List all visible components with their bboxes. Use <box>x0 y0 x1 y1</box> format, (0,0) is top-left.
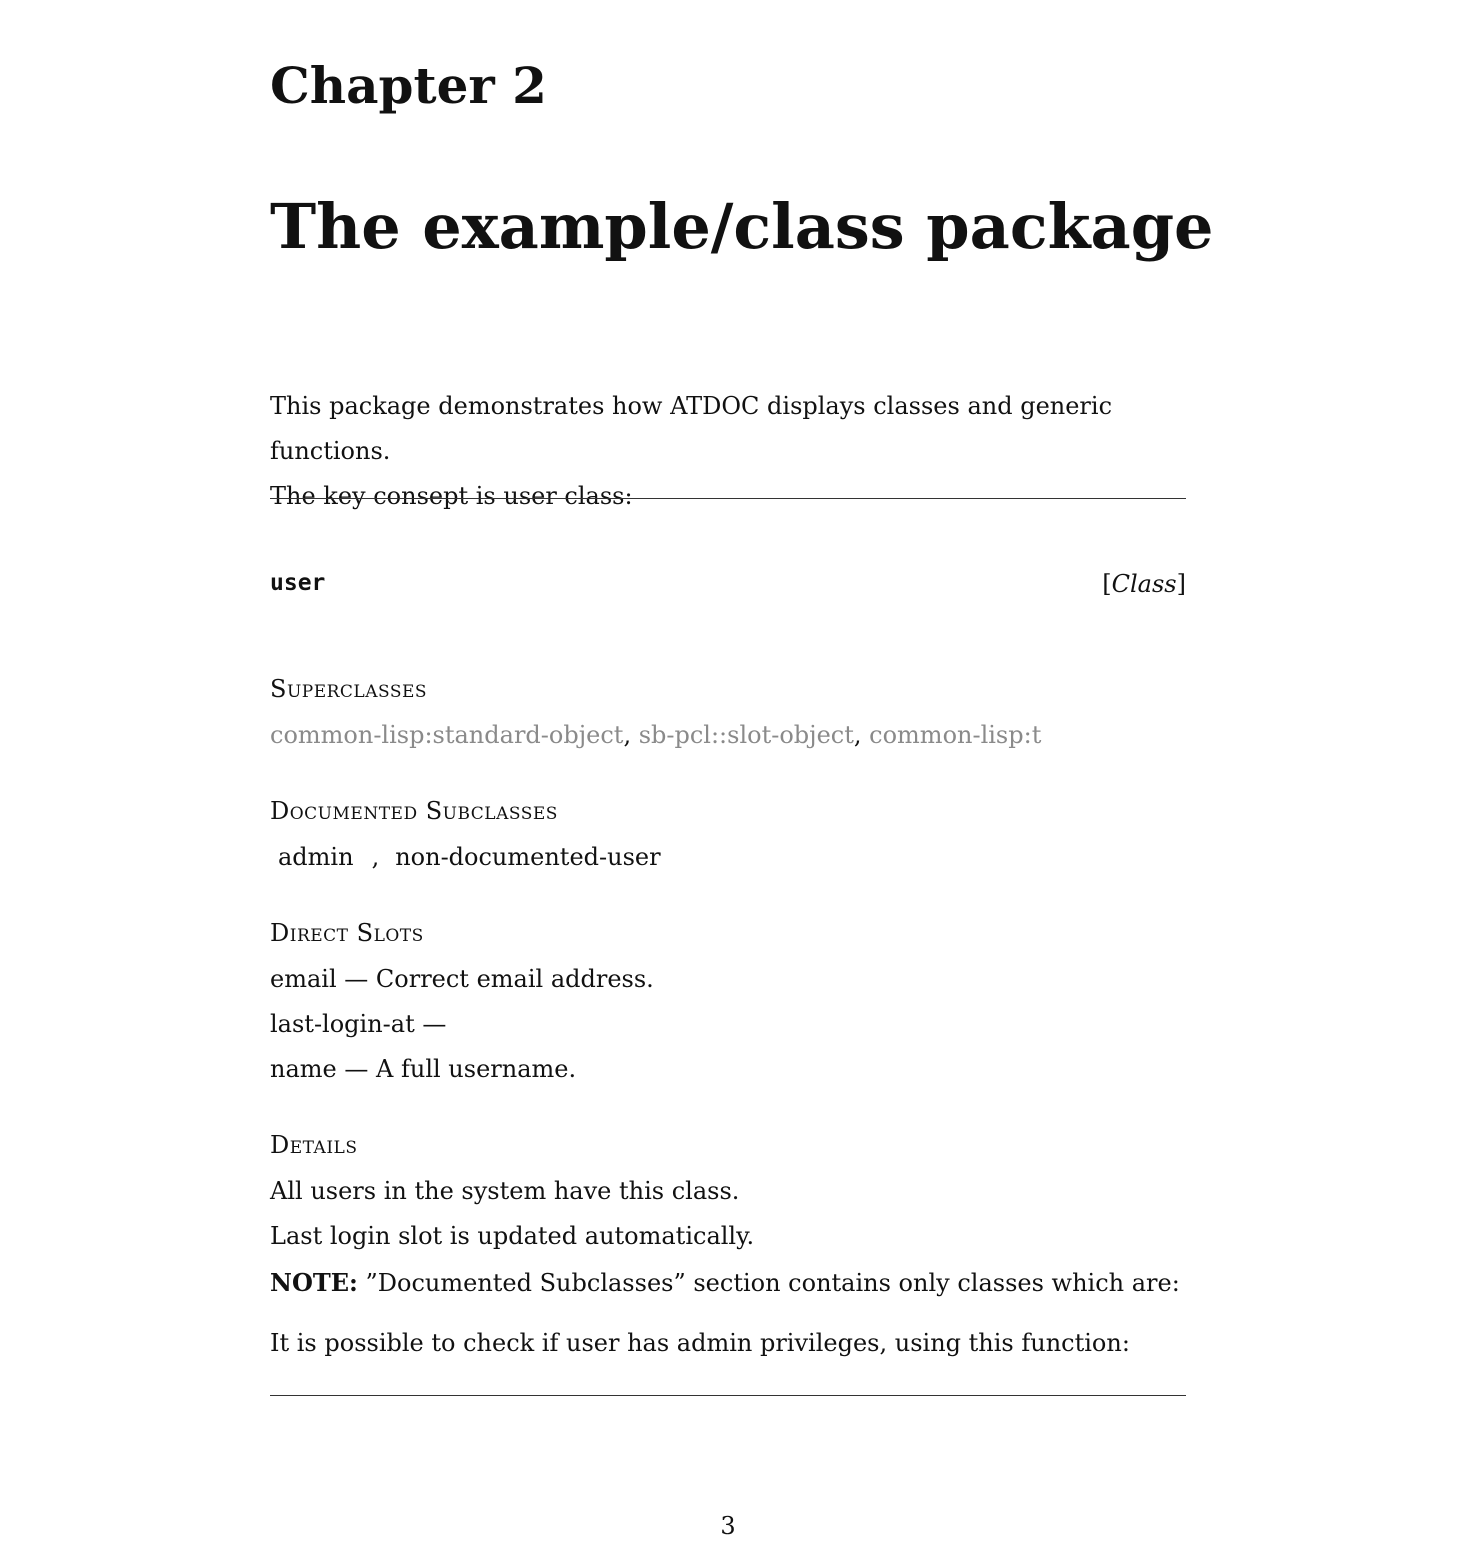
note-text: ”Documented Subclasses” section contains only classes which are: <box>365 1269 1180 1297</box>
details-heading: Details <box>270 1131 358 1159</box>
subclass-link[interactable]: admin <box>278 843 354 871</box>
note-label: NOTE: <box>270 1268 358 1297</box>
entry-kind-label <box>1102 570 1186 598</box>
superclass-link[interactable]: common-lisp:t <box>869 721 1042 749</box>
slot-name: email <box>270 965 337 993</box>
subclasses-heading: Documented Subclasses <box>270 797 558 825</box>
slot-description: Correct email address. <box>375 965 654 993</box>
intro-line-2: The key consept is user class: <box>270 482 633 510</box>
intro-line-1: This package demonstrates how ATDOC displays classes and generic functions. <box>270 392 1113 465</box>
slot-name: name <box>270 1055 337 1083</box>
kind-close-bracket: ] <box>1176 570 1186 598</box>
slot-row <box>270 1055 576 1083</box>
slot-row <box>270 1010 446 1038</box>
direct-slots-heading: Direct Slots <box>270 919 424 947</box>
page-number: 3 <box>720 1512 736 1540</box>
details-line-3: It is possible to check if user has admin privileges, using this function: <box>270 1329 1130 1357</box>
list-separator: , <box>371 843 380 871</box>
superclass-link[interactable]: sb-pcl::slot-object <box>638 721 854 749</box>
subclasses-list <box>270 843 661 871</box>
list-separator: , <box>623 721 639 749</box>
slot-dash: — <box>344 1055 369 1083</box>
details-line-2: Last login slot is updated automatically. <box>270 1222 755 1250</box>
class-name: user <box>270 570 326 596</box>
superclasses-heading: Superclasses <box>270 675 428 703</box>
chapter-title: The example/class package <box>270 190 1214 263</box>
slot-row <box>270 965 654 993</box>
divider-bottom <box>270 1395 1186 1396</box>
document-page <box>270 0 1214 1558</box>
chapter-label: Chapter 2 <box>270 56 547 115</box>
slot-name: last-login-at <box>270 1010 415 1038</box>
kind-open-bracket: [ <box>1102 570 1112 598</box>
details-note <box>270 1268 1180 1297</box>
slot-dash: — <box>422 1010 447 1038</box>
slot-description: A full username. <box>376 1055 577 1083</box>
details-line-1: All users in the system have this class. <box>270 1177 740 1205</box>
kind-text: Class <box>1111 570 1177 598</box>
class-entry-header <box>270 570 1186 602</box>
superclass-link[interactable]: common-lisp:standard-object <box>270 721 624 749</box>
subclass-link[interactable]: non-documented-user <box>395 843 661 871</box>
slot-dash: — <box>344 965 369 993</box>
list-separator: , <box>853 721 870 749</box>
divider-top <box>270 498 1186 499</box>
superclasses-list <box>270 721 1041 749</box>
